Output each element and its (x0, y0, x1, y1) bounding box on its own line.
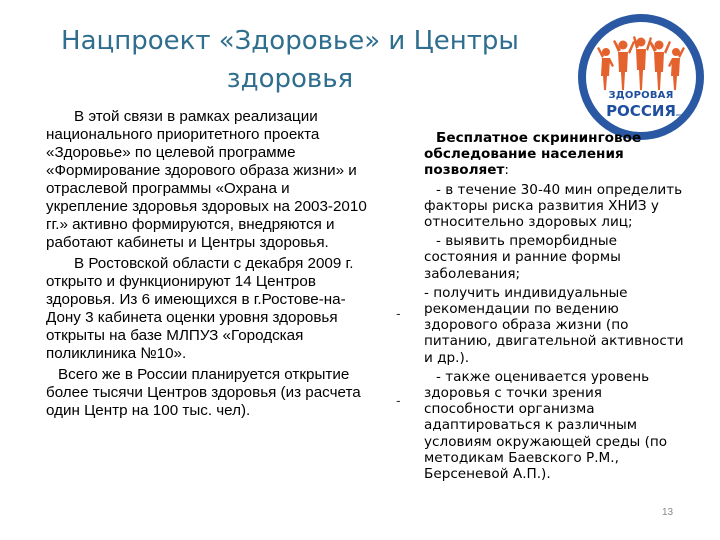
left-paragraph-2 (46, 255, 370, 363)
right-item-1 (424, 182, 692, 231)
logo-text-line-1: ЗДОРОВАЯ (608, 90, 674, 101)
right-item-3 (424, 285, 692, 366)
logo-signature-mark (676, 114, 690, 116)
bullet-dash-2: - (396, 394, 401, 409)
left-paragraph-3-text: Всего же в России планируется открытие более тысячи Центров здоровья (из расчета один Центр на 100 тыс. чел). (46, 366, 361, 419)
people-figures-icon (596, 36, 686, 92)
right-text-column (424, 130, 692, 485)
left-paragraph-1-text: В этой связи в рамках реализации национального приоритетного проекта «Здоровье» по целевой программе «Формирование здорового образа жизни» и отраслевой программы «Охрана и укрепление здоровья здоровых на 2003-2010 гг.» активно формируются, внедряются и работают кабинеты и Центры здоровья. (46, 108, 367, 251)
slide-title (40, 22, 540, 98)
logo-text-line-2: РОССИЯ (606, 102, 676, 120)
title-line-1: Нацпроект «Здоровье» и Центры (61, 26, 519, 56)
right-item-4 (424, 369, 692, 482)
right-item-2-text: - выявить преморбидные состояния и ранние формы заболевания; (424, 233, 621, 282)
right-item-4-text: - также оценивается уровень здоровья с точки зрения способности организма адаптироваться к различным условиям окружающей среды (по методикам Баевского Р.М., Берсеневой А.П.). (424, 368, 668, 483)
logo-inner-circle (586, 22, 696, 132)
right-item-1-text: - в течение 30-40 мин определить факторы риска развития ХНИЗ у относительно здоровых лиц; (424, 181, 683, 231)
left-text-column (46, 108, 370, 423)
right-item-3-text: - получить индивидуальные рекомендации по ведению здорового образа жизни (по питанию, двигательной активности и др.). (424, 284, 684, 366)
bullet-dash-1: - (396, 307, 401, 322)
left-paragraph-3 (46, 366, 370, 420)
right-item-2 (424, 233, 692, 282)
right-intro (424, 130, 692, 179)
zdorovaya-rossiya-logo (578, 14, 704, 140)
title-line-2: здоровья (226, 64, 354, 94)
left-paragraph-2-text: В Ростовской области с декабря 2009 г. открыто и функционируют 14 Центров здоровья. Из 6 имеющихся в г.Ростове-на-Дону 3 кабинета оценки уровня здоровья открыты на базе МЛПУЗ «Городская поликлиника №10». (46, 255, 354, 362)
page-number: 13 (662, 507, 674, 518)
right-intro-bold: Бесплатное скрининговое обследование населения позволяет (424, 130, 642, 179)
right-intro-colon: : (504, 162, 509, 179)
left-paragraph-1 (46, 108, 370, 252)
